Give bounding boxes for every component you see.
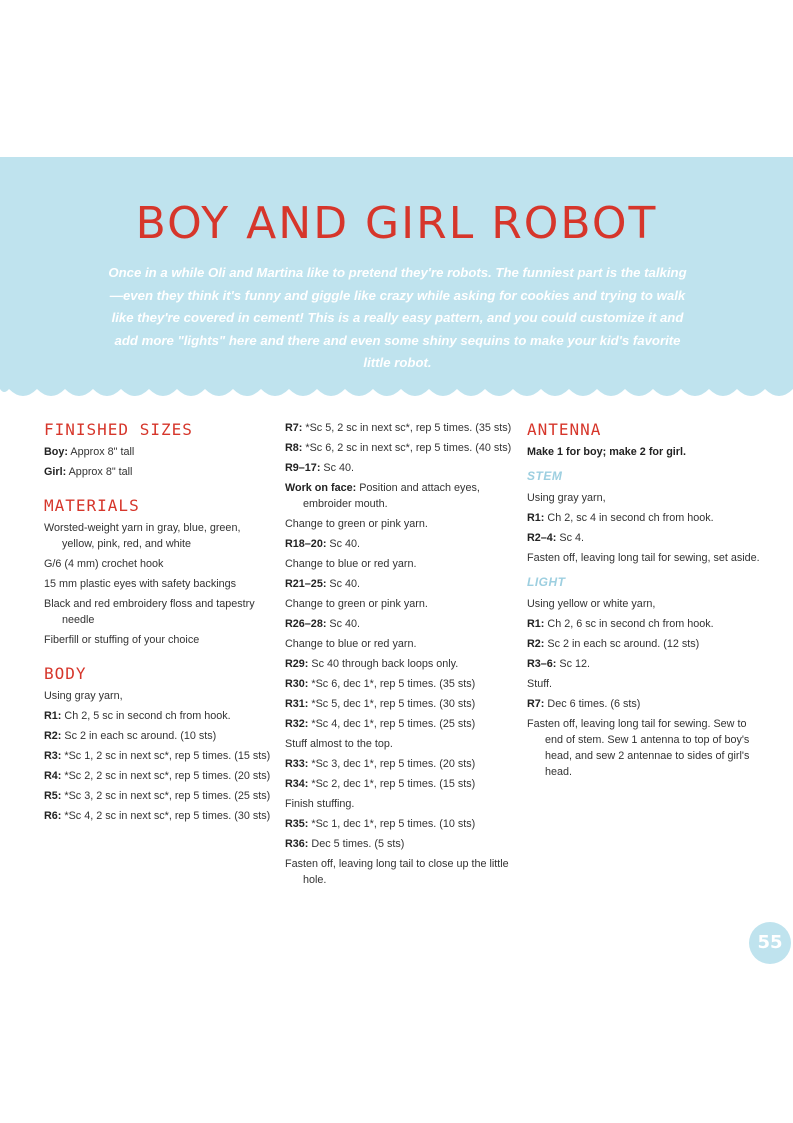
finished-sizes-heading: FINISHED SIZES <box>44 420 193 439</box>
antenna-quantity: Make 1 for boy; make 2 for girl. <box>527 446 687 458</box>
light-intro: Using yellow or white yarn, <box>527 598 656 610</box>
intro-paragraph: Once in a while Oli and Martina like to pretend they're robots. The funniest part is the talking—even they think it's funny and giggle like crazy while asking for cookies and trying to walk like they're covered in cement! This is a really easy pattern, and you could customize it and add more "lights" here and there and even some shiny sequins to make your kid's favorite little robot. <box>108 265 687 370</box>
pattern-row: R32: *Sc 4, dec 1*, rep 5 times. (25 sts) <box>285 718 476 730</box>
pattern-row: R18–20: Sc 40. <box>285 538 361 550</box>
pattern-row: R35: *Sc 1, dec 1*, rep 5 times. (10 sts) <box>285 818 476 830</box>
material-item: G/6 (4 mm) crochet hook <box>44 558 164 570</box>
stem-intro: Using gray yarn, <box>527 492 606 504</box>
column-right <box>527 420 767 784</box>
banner-scalloped-edge <box>0 375 793 405</box>
instruction-text: Fasten off, leaving long tail for sewing, set aside. <box>527 552 760 564</box>
pattern-row: R34: *Sc 2, dec 1*, rep 5 times. (15 sts) <box>285 778 476 790</box>
pattern-row: R7: Dec 6 times. (6 sts) <box>527 698 641 710</box>
body-heading: BODY <box>44 664 87 683</box>
pattern-row: R3: *Sc 1, 2 sc in next sc*, rep 5 times. (15 sts) <box>44 750 271 762</box>
pattern-row: R9–17: Sc 40. <box>285 462 355 474</box>
instruction-text: Change to green or pink yarn. <box>285 598 428 610</box>
materials-heading: MATERIALS <box>44 496 140 515</box>
antenna-heading: ANTENNA <box>527 420 602 439</box>
body-intro: Using gray yarn, <box>44 690 123 702</box>
instruction-text: Fasten off, leaving long tail to close up the little hole. <box>285 858 509 886</box>
pattern-row: R1: Ch 2, 6 sc in second ch from hook. <box>527 618 714 630</box>
instruction-text: Finish stuffing. <box>285 798 355 810</box>
material-item: Black and red embroidery floss and tapestry needle <box>44 598 255 626</box>
page-title: BOY AND GIRL ROBOT <box>135 198 658 249</box>
column-left <box>44 420 272 828</box>
material-item: Worsted-weight yarn in gray, blue, green, yellow, pink, red, and white <box>44 522 241 550</box>
pattern-row: Work on face: Position and attach eyes, embroider mouth. <box>285 482 480 510</box>
pattern-row: R1: Ch 2, sc 4 in second ch from hook. <box>527 512 714 524</box>
instruction-text: Stuff almost to the top. <box>285 738 393 750</box>
pattern-row: R36: Dec 5 times. (5 sts) <box>285 838 405 850</box>
pattern-row: R31: *Sc 5, dec 1*, rep 5 times. (30 sts) <box>285 698 476 710</box>
column-middle <box>285 420 517 892</box>
pattern-row: R30: *Sc 6, dec 1*, rep 5 times. (35 sts) <box>285 678 476 690</box>
pattern-row: R21–25: Sc 40. <box>285 578 361 590</box>
pattern-row: R1: Ch 2, 5 sc in second ch from hook. <box>44 710 231 722</box>
instruction-text: Stuff. <box>527 678 553 690</box>
pattern-row: R8: *Sc 6, 2 sc in next sc*, rep 5 times. (40 sts) <box>285 442 512 454</box>
boy-size: Boy: Approx 8" tall <box>44 446 135 458</box>
instruction-text: Change to green or pink yarn. <box>285 518 428 530</box>
pattern-row: R33: *Sc 3, dec 1*, rep 5 times. (20 sts) <box>285 758 476 770</box>
instruction-text: Change to blue or red yarn. <box>285 638 417 650</box>
pattern-row: R26–28: Sc 40. <box>285 618 361 630</box>
pattern-row: R4: *Sc 2, 2 sc in next sc*, rep 5 times. (20 sts) <box>44 770 271 782</box>
material-item: Fiberfill or stuffing of your choice <box>44 634 200 646</box>
pattern-row: R7: *Sc 5, 2 sc in next sc*, rep 5 times. (35 sts) <box>285 422 512 434</box>
pattern-row: R29: Sc 40 through back loops only. <box>285 658 459 670</box>
pattern-row: R5: *Sc 3, 2 sc in next sc*, rep 5 times. (25 sts) <box>44 790 271 802</box>
pattern-row: R2: Sc 2 in each sc around. (10 sts) <box>44 730 217 742</box>
page-number: 55 <box>749 922 791 964</box>
stem-subheading: STEM <box>527 469 563 483</box>
pattern-row: R6: *Sc 4, 2 sc in next sc*, rep 5 times. (30 sts) <box>44 810 271 822</box>
material-item: 15 mm plastic eyes with safety backings <box>44 578 237 590</box>
girl-size: Girl: Approx 8" tall <box>44 466 133 478</box>
pattern-row: R2: Sc 2 in each sc around. (12 sts) <box>527 638 700 650</box>
light-subheading: LIGHT <box>527 575 566 589</box>
instruction-text: Fasten off, leaving long tail for sewing. Sew to end of stem. Sew 1 antenna to top of boy's head, and sew 2 antennae to sides of girl's head. <box>527 718 750 778</box>
pattern-row: R2–4: Sc 4. <box>527 532 585 544</box>
instruction-text: Change to blue or red yarn. <box>285 558 417 570</box>
pattern-row: R3–6: Sc 12. <box>527 658 591 670</box>
